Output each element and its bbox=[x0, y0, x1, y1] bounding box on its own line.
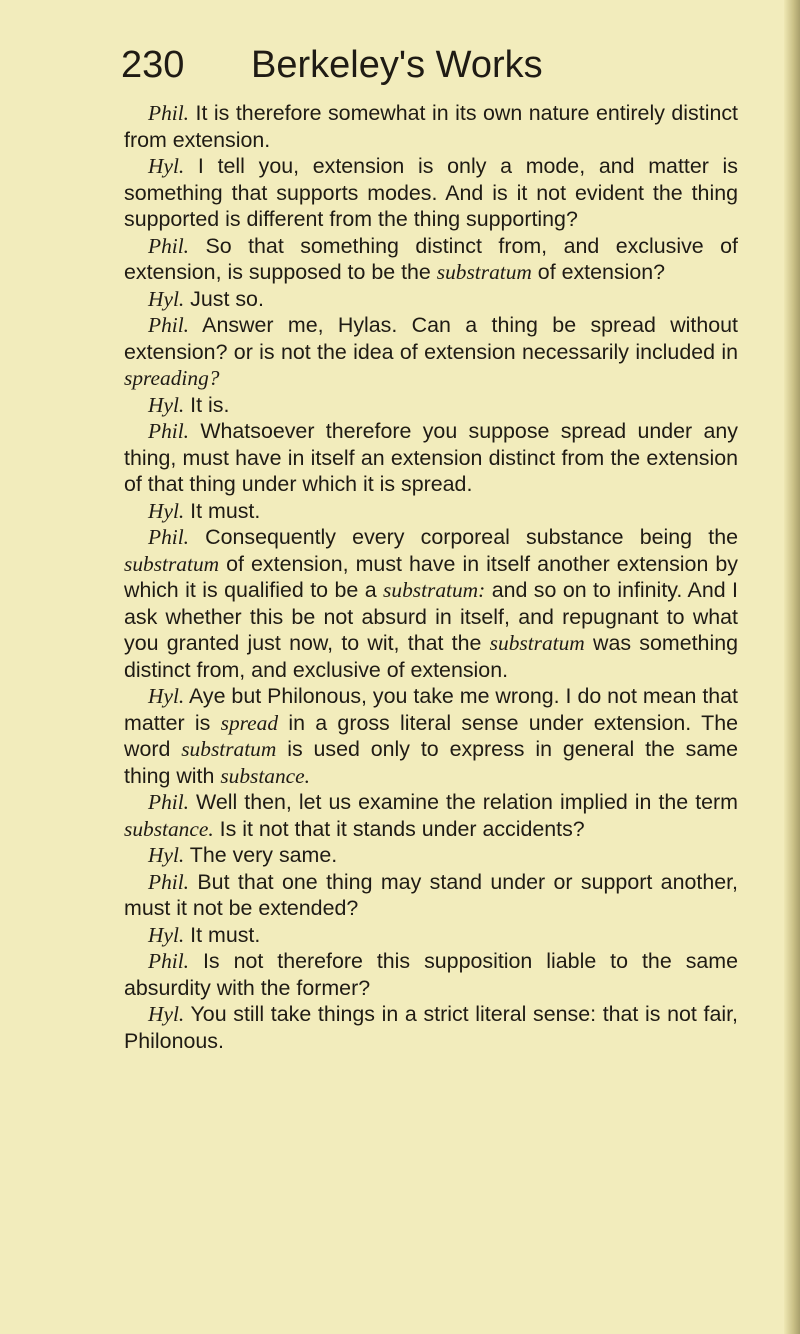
speaker-label: Phil. bbox=[148, 525, 189, 549]
dialogue-paragraph bbox=[124, 498, 738, 525]
paragraph-text: Aye but Philonous, you take me wrong. I do not mean that matter is bbox=[124, 684, 738, 735]
speaker-label: Hyl. bbox=[148, 286, 185, 311]
paragraph-text: Is not therefore this supposition liable to the same absurdity with the former? bbox=[124, 949, 738, 1000]
speaker-label: Hyl. bbox=[148, 498, 185, 523]
dialogue-paragraph bbox=[124, 312, 738, 392]
speaker-label: Hyl. bbox=[148, 154, 185, 178]
dialogue-paragraph bbox=[124, 842, 738, 869]
emphasis-text: substratum bbox=[181, 737, 277, 761]
book-page bbox=[121, 44, 738, 1054]
paragraph-text: It must. bbox=[184, 498, 261, 523]
body-text bbox=[124, 100, 738, 1054]
emphasis-text: substance. bbox=[220, 763, 311, 788]
paragraph-text: Is it not that it stands under accidents? bbox=[213, 816, 585, 841]
emphasis-text: substratum bbox=[489, 631, 585, 655]
emphasis-text: substratum bbox=[436, 260, 532, 284]
dialogue-paragraph bbox=[124, 418, 738, 498]
page-edge bbox=[784, 0, 800, 1334]
speaker-label: Hyl. bbox=[148, 922, 185, 947]
paragraph-text: It must. bbox=[184, 922, 261, 947]
running-header bbox=[121, 44, 738, 100]
speaker-label: Phil. bbox=[148, 869, 189, 894]
dialogue-paragraph bbox=[124, 1001, 738, 1054]
dialogue-paragraph bbox=[124, 922, 738, 949]
paragraph-text: You still take things in a strict literal sense: that is not fair, Philonous. bbox=[124, 1002, 738, 1053]
emphasis-text: spread bbox=[220, 710, 279, 735]
paragraph-text: Whatsoever therefore you suppose spread under any thing, must have in itself an extension distinct from the extension of that thing under which it is spread. bbox=[124, 419, 738, 496]
paragraph-text: So that something distinct from, and exclusive of extension, is supposed to be the bbox=[124, 233, 738, 284]
paragraph-text: The very same. bbox=[184, 843, 338, 867]
page-number: 230 bbox=[121, 44, 185, 86]
speaker-label: Phil. bbox=[148, 101, 189, 125]
paragraph-text: Answer me, Hylas. Can a thing be spread without extension? or is not the idea of extension necessarily included in bbox=[124, 313, 738, 364]
paragraph-text: is used only to express in general the same thing with bbox=[124, 737, 738, 788]
paragraph-text: of extension? bbox=[531, 260, 666, 284]
speaker-label: Hyl. bbox=[148, 843, 185, 867]
dialogue-paragraph bbox=[124, 524, 738, 683]
dialogue-paragraph bbox=[124, 789, 738, 842]
dialogue-paragraph bbox=[124, 233, 738, 286]
dialogue-paragraph bbox=[124, 683, 738, 789]
emphasis-text: substratum: bbox=[383, 578, 486, 602]
speaker-label: Phil. bbox=[148, 233, 189, 258]
speaker-label: Phil. bbox=[148, 790, 189, 814]
paragraph-text: Just so. bbox=[184, 286, 264, 311]
emphasis-text: spreading? bbox=[124, 366, 220, 390]
paragraph-text: was something distinct from, and exclusive of extension. bbox=[124, 631, 738, 682]
running-title: Berkeley's Works bbox=[251, 44, 543, 86]
speaker-label: Hyl. bbox=[148, 392, 185, 417]
paragraph-text: of extension, must have in itself another extension by which it is qualified to be a bbox=[124, 551, 738, 602]
speaker-label: Hyl. bbox=[148, 684, 185, 708]
paragraph-text: It is. bbox=[184, 392, 230, 417]
paragraph-text: But that one thing may stand under or support another, must it not be extended? bbox=[124, 869, 738, 920]
speaker-label: Phil. bbox=[148, 949, 189, 973]
dialogue-paragraph bbox=[124, 869, 738, 922]
emphasis-text: substratum bbox=[124, 551, 220, 576]
paragraph-text: Consequently every corporeal substance being the bbox=[189, 525, 738, 549]
emphasis-text: substance. bbox=[124, 816, 214, 841]
paragraph-text: in a gross literal sense under extension. The word bbox=[124, 710, 738, 761]
paragraph-text: and so on to infinity. And I ask whether this be not absurd in itself, and repugnant to what you granted just now, to wit, that the bbox=[124, 578, 738, 655]
paragraph-text: It is therefore somewhat in its own nature entirely distinct from extension. bbox=[124, 101, 738, 152]
paragraph-text: I tell you, extension is only a mode, and matter is something that supports modes. And is it not evident the thing supported is different from the thing supporting? bbox=[124, 154, 738, 231]
speaker-label: Phil. bbox=[148, 313, 189, 337]
dialogue-paragraph bbox=[124, 948, 738, 1001]
dialogue-paragraph bbox=[124, 153, 738, 233]
dialogue-paragraph bbox=[124, 392, 738, 419]
speaker-label: Phil. bbox=[148, 419, 189, 443]
dialogue-paragraph bbox=[124, 286, 738, 313]
paragraph-text: Well then, let us examine the relation implied in the term bbox=[189, 790, 738, 814]
speaker-label: Hyl. bbox=[148, 1002, 185, 1026]
dialogue-paragraph bbox=[124, 100, 738, 153]
